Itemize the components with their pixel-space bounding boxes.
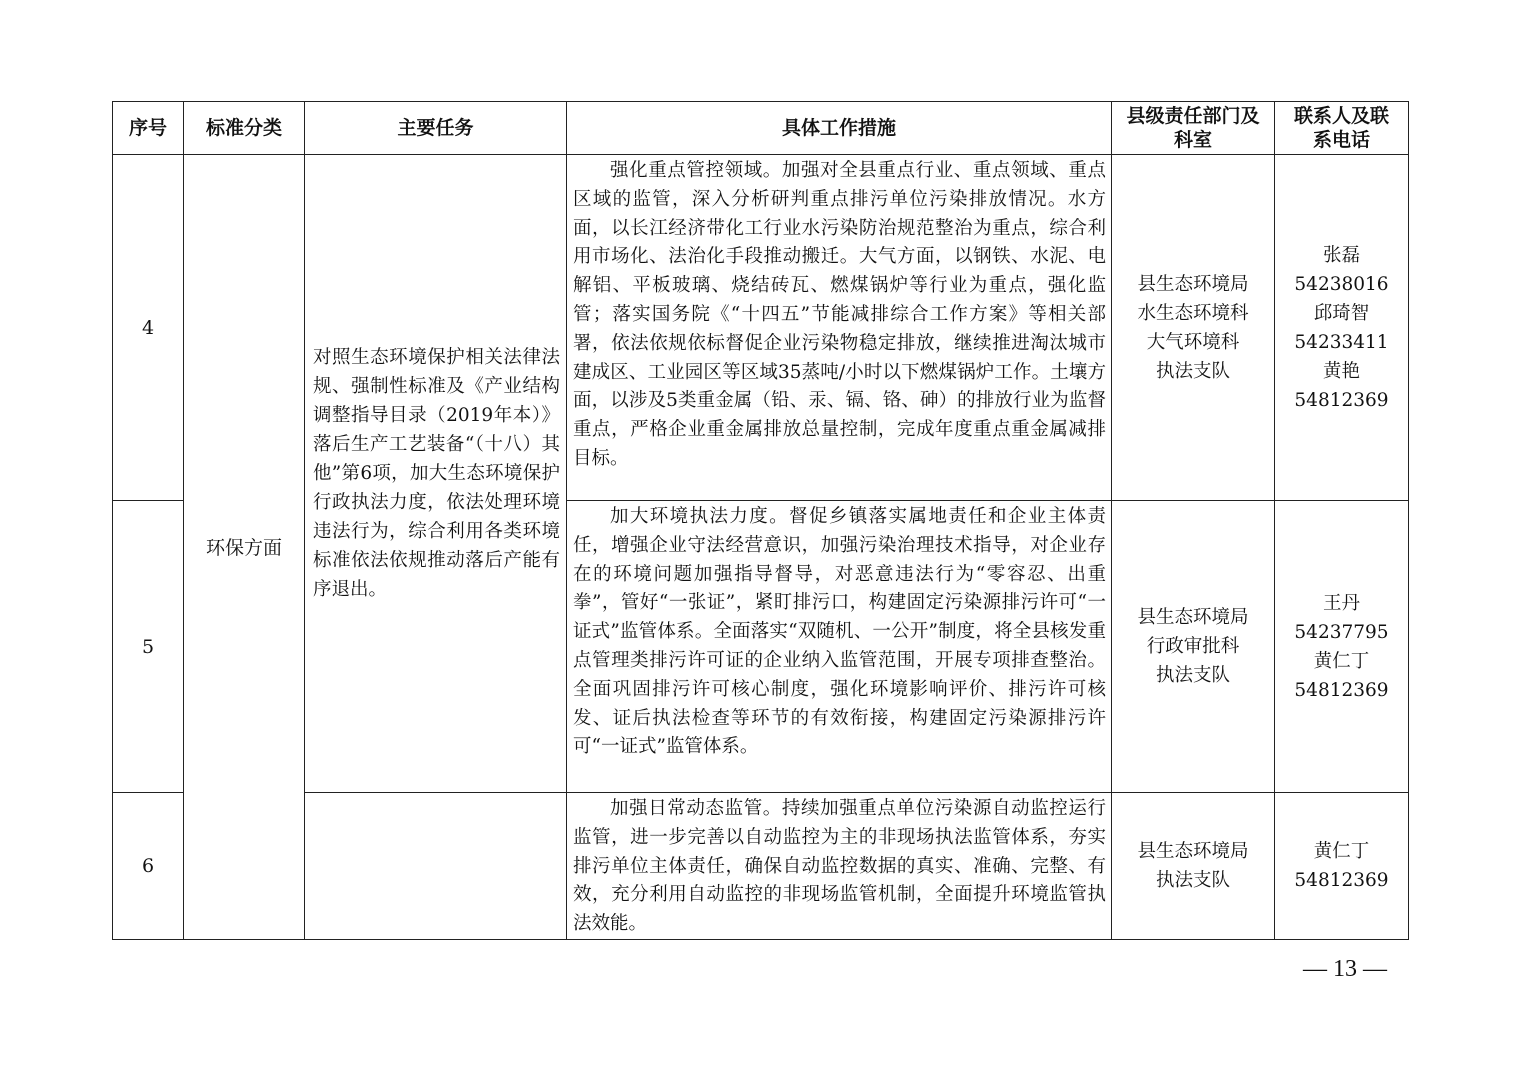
dept-line: 县生态环境局 bbox=[1137, 607, 1249, 628]
header-row bbox=[113, 102, 1409, 155]
contact-cell bbox=[1275, 501, 1409, 793]
header-category: 标准分类 bbox=[184, 102, 305, 155]
page-number: — 13 — bbox=[1303, 956, 1387, 982]
contact-line: 黄艳 bbox=[1322, 360, 1360, 382]
dept-cell bbox=[1112, 793, 1275, 940]
measures-table bbox=[112, 101, 1409, 940]
measure-cell: 强化重点管控领域。加强对全县重点行业、重点领域、重点区域的监管，深入分析研判重点排污单位污染排放情况。水方面，以长江经济带化工行业水污染防治规范整治为重点，综合利用市场化、法治化手段推动搬迁。大气方面，以钢铁、水泥、电解铝、平板玻璃、烧结砖瓦、燃煤锅炉等行业为重点，强化监管；落实国务院《“十四五”节能减排综合工作方案》等相关部署，依法依规依标督促企业污染物稳定排放，继续推进淘汰城市建成区、工业园区等区域35蒸吨/小时以下燃煤锅炉工作。土壤方面，以涉及5类重金属（铅、汞、镉、铬、砷）的排放行业为监督重点，严格企业重金属排放总量控制，完成年度重点重金属减排目标。 bbox=[567, 155, 1112, 501]
contact-line: 54812369 bbox=[1294, 869, 1389, 891]
task-cell: 对照生态环境保护相关法律法规、强制性标准及《产业结构调整指导目录（2019年本）》落后生产工艺装备“（十八）其他”第6项，加大生态环境保护行政执法力度，依法处理环境违法行为，综合利用各类环境标准依法依规推动落后产能有序退出。 bbox=[305, 155, 567, 793]
dept-line: 县生态环境局 bbox=[1137, 840, 1249, 862]
dept-line: 行政审批科 bbox=[1146, 636, 1240, 657]
contact-line: 王丹 bbox=[1322, 592, 1360, 614]
contact-line: 54233411 bbox=[1294, 331, 1389, 353]
header-dept-line2: 科室 bbox=[1173, 129, 1212, 151]
contact-cell bbox=[1275, 155, 1409, 501]
contact-line: 黄仁丁 bbox=[1313, 840, 1370, 862]
contact-line: 邱琦智 bbox=[1313, 302, 1370, 324]
contact-cell bbox=[1275, 793, 1409, 940]
row-seq: 5 bbox=[113, 501, 184, 793]
contact-line: 54812369 bbox=[1294, 679, 1389, 701]
dept-line: 县生态环境局 bbox=[1137, 273, 1249, 295]
contact-line: 54237795 bbox=[1294, 621, 1389, 643]
header-measures: 具体工作措施 bbox=[567, 102, 1112, 155]
table-row bbox=[113, 793, 1409, 940]
dept-cell bbox=[1112, 155, 1275, 501]
contact-line: 黄仁丁 bbox=[1313, 650, 1370, 672]
header-seq: 序号 bbox=[113, 102, 184, 155]
header-task: 主要任务 bbox=[305, 102, 567, 155]
dept-line: 水生态环境科 bbox=[1137, 302, 1249, 324]
measure-cell: 加大环境执法力度。督促乡镇落实属地责任和企业主体责任，增强企业守法经营意识，加强污染治理技术指导，对企业存在的环境问题加强指导督导，对恶意违法行为“零容忍、出重拳”，管好“一张证”，紧盯排污口，构建固定污染源排污许可“一证式”监管体系。全面落实“双随机、一公开”制度，将全县核发重点管理类排污许可证的企业纳入监管范围，开展专项排查整治。全面巩固排污许可核心制度，强化环境影响评价、排污许可核发、证后执法检查等环节的有效衔接，构建固定污染源排污许可“一证式”监管体系。 bbox=[567, 501, 1112, 793]
header-dept bbox=[1112, 102, 1275, 155]
header-contact bbox=[1275, 102, 1409, 155]
row-seq: 4 bbox=[113, 155, 184, 501]
dept-line: 大气环境科 bbox=[1146, 331, 1240, 353]
header-contact-line1: 联系人及联 bbox=[1293, 105, 1389, 127]
task-empty-cell bbox=[305, 793, 567, 940]
category-cell: 环保方面 bbox=[184, 155, 305, 940]
dept-line: 执法支队 bbox=[1155, 360, 1230, 382]
header-contact-line2: 系电话 bbox=[1312, 129, 1370, 151]
dept-line: 执法支队 bbox=[1155, 869, 1230, 891]
measure-cell: 加强日常动态监管。持续加强重点单位污染源自动监控运行监管，进一步完善以自动监控为主的非现场执法监管体系，夯实排污单位主体责任，确保自动监控数据的真实、准确、完整、有效，充分利用自动监控的非现场监管机制，全面提升环境监管执法效能。 bbox=[567, 793, 1112, 940]
contact-line: 54238016 bbox=[1294, 273, 1389, 295]
dept-line: 执法支队 bbox=[1155, 665, 1230, 686]
contact-line: 54812369 bbox=[1294, 389, 1389, 411]
dept-cell bbox=[1112, 501, 1275, 793]
row-seq: 6 bbox=[113, 793, 184, 940]
contact-line: 张磊 bbox=[1322, 244, 1360, 266]
table-row bbox=[113, 155, 1409, 501]
header-dept-line1: 县级责任部门及 bbox=[1126, 105, 1260, 127]
